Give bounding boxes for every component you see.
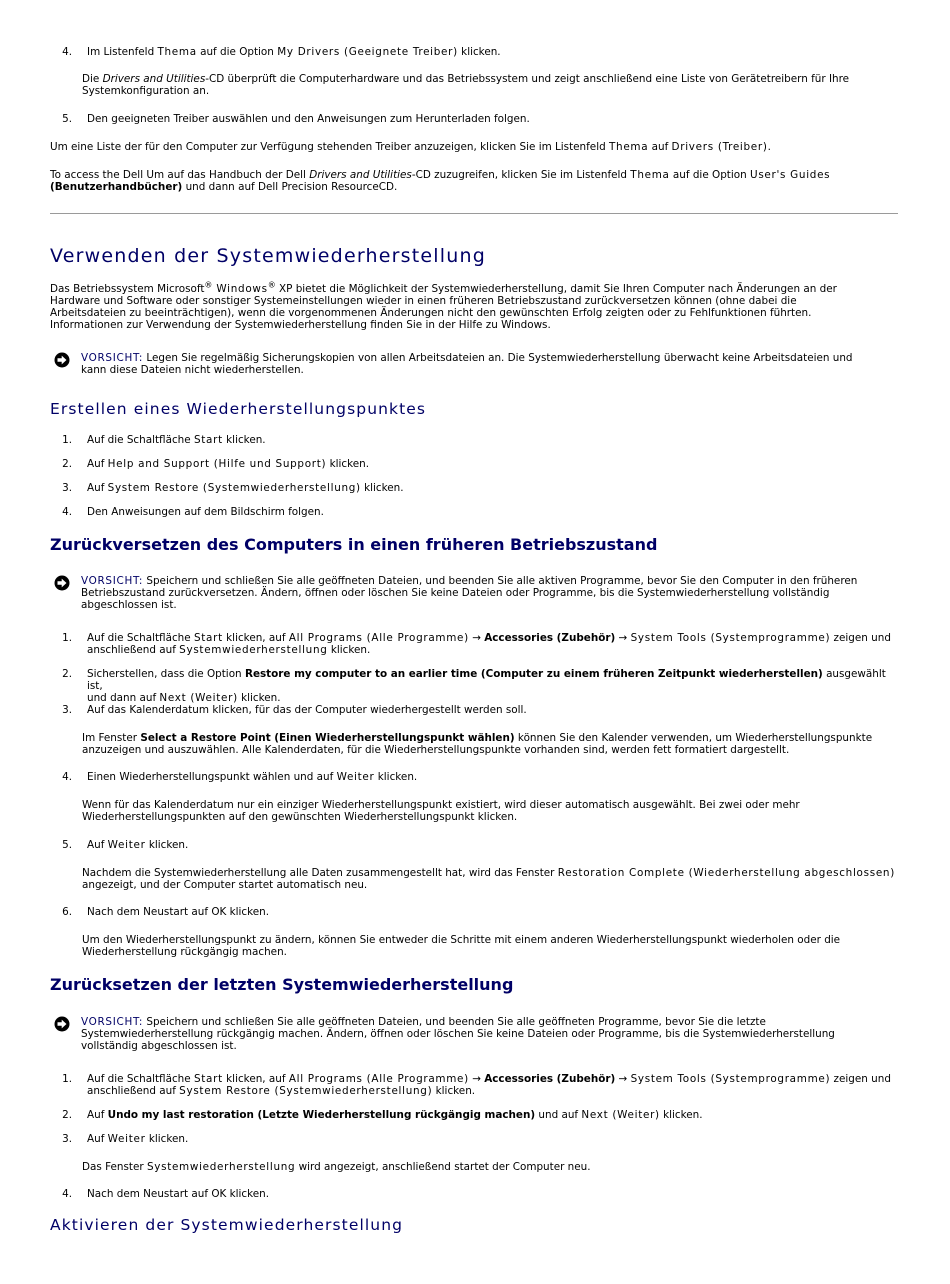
text-run: Arbeitsdateien zu beeinträchtigen), wenn die vorgenommenen Änderungen nicht den gewünschten Erfolg zeigten oder zu Fehlfunktionen führten. xyxy=(50,307,812,319)
text-run: auf xyxy=(648,141,672,153)
step-note xyxy=(82,73,892,97)
subsection-heading: Aktivieren der Systemwiederherstellung xyxy=(50,1216,404,1234)
paragraph xyxy=(50,141,898,153)
section-heading: Verwenden der Systemwiederherstellung xyxy=(50,245,486,267)
text-run: Start xyxy=(193,434,223,446)
text-run: System Restore (Systemwiederherstellung) xyxy=(179,1085,433,1097)
text-run: 4. xyxy=(62,771,72,783)
text-run: zeigen und xyxy=(830,1073,891,1085)
paragraph xyxy=(50,169,898,193)
text-run: klicken, auf xyxy=(222,632,289,644)
caution-arrow-icon xyxy=(54,1016,70,1032)
text-run: und dann auf xyxy=(87,692,160,704)
text-run: System Tools (Systemprogramme) xyxy=(630,1073,831,1085)
text-run: Nach dem Neustart auf xyxy=(87,1188,212,1200)
text-run: und dann auf Dell Precision ResourceCD. xyxy=(182,181,398,193)
text-run: Restore my computer to an earlier time (Computer zu einem früheren Zeitpunkt wiederherstellen) xyxy=(244,668,823,680)
text-run: Weiter xyxy=(336,771,375,783)
text-run: 6. xyxy=(62,906,72,918)
text-run: 5. xyxy=(62,839,72,851)
text-run: anschließend auf xyxy=(87,644,180,656)
text-run: klicken, auf xyxy=(222,1073,289,1085)
text-run: XP bietet die Möglichkeit der Systemwiederherstellung, damit Sie Ihren Computer nach Änderungen an der xyxy=(275,283,837,295)
text-run: (Benutzerhandbücher) xyxy=(50,181,183,193)
text-run: Accessories (Zubehör) xyxy=(484,1073,616,1085)
text-run: Next (Weiter) xyxy=(159,692,238,704)
text-run: Help and Support (Hilfe und Support) xyxy=(107,458,327,470)
text-run: Systemwiederherstellung rückgängig machen. Ändern, öffnen oder löschen Sie keine Dateien oder Programme, bis die Systemwiederherstellung xyxy=(81,1028,835,1040)
text-run: Die xyxy=(82,73,103,85)
text-run: Restoration Complete (Wiederherstellung abgeschlossen) xyxy=(557,867,895,879)
text-run: Drivers and Utilities xyxy=(102,73,206,85)
text-run: zeigen und xyxy=(830,632,891,644)
text-run: und auf xyxy=(535,1109,582,1121)
text-run: Auf das Kalenderdatum klicken, für das der Computer wiederhergestellt werden soll. xyxy=(87,704,527,716)
caution-arrow-icon xyxy=(54,575,70,591)
text-run: klicken. xyxy=(237,692,281,704)
text-run: ® xyxy=(267,280,276,290)
horizontal-divider xyxy=(50,213,898,214)
text-run: 3. xyxy=(62,1133,72,1145)
text-run: ausgewählt ist, xyxy=(87,668,886,692)
text-run: User's Guides xyxy=(750,169,831,181)
text-run: My Drivers (Geeignete Treiber) xyxy=(277,46,458,58)
text-run: Next (Weiter) xyxy=(581,1109,660,1121)
text-run: ® xyxy=(204,280,213,290)
text-run: klicken. xyxy=(360,482,404,494)
text-run: 4. xyxy=(62,506,72,518)
text-run: Nachdem die Systemwiederherstellung alle Daten zusammengestellt hat, wird das Fenster xyxy=(82,867,558,879)
text-run: klicken. xyxy=(659,1109,703,1121)
text-run: OK xyxy=(211,1188,227,1200)
text-run: → xyxy=(468,632,485,644)
text-run: Betriebszustand zurückversetzen. Ändern, öffnen oder löschen Sie keine Dateien oder Programme, bis die Systemwiederherstellung vollständig xyxy=(81,587,830,599)
text-run: 4. xyxy=(62,46,72,58)
text-run: auf die Option xyxy=(669,169,751,181)
text-run: Auf die Schaltfläche xyxy=(87,1073,194,1085)
text-run: Auf xyxy=(87,839,108,851)
text-run: Hardware und Software oder sonstiger Systemeinstellungen wieder in einen früheren Betriebszustand zurückversetzen können (ohne dabei die xyxy=(50,295,797,307)
text-run: → xyxy=(468,1073,485,1085)
text-run: klicken. xyxy=(457,46,501,58)
text-run: klicken. xyxy=(226,906,270,918)
text-run: vollständig abgeschlossen ist. xyxy=(81,1040,237,1052)
text-run: klicken. xyxy=(432,1085,476,1097)
text-run: klicken. xyxy=(326,458,370,470)
text-run: -CD zuzugreifen, klicken Sie im Listenfeld xyxy=(411,169,631,181)
text-run: All Programs (Alle Programme) xyxy=(288,632,469,644)
text-run: 5. xyxy=(62,113,72,125)
text-run: auf die Option xyxy=(196,46,278,58)
text-run: System Restore (Systemwiederherstellung) xyxy=(107,482,361,494)
step-note xyxy=(82,732,892,756)
text-run: können Sie den Kalender verwenden, um Wiederherstellungspunkte xyxy=(514,732,873,744)
text-run: 3. xyxy=(62,704,72,716)
text-run: Weiter xyxy=(107,1133,146,1145)
text-run: Undo my last restoration (Letzte Wiederherstellung rückgängig machen) xyxy=(107,1109,536,1121)
text-run: 3. xyxy=(62,482,72,494)
text-run: Im Listenfeld xyxy=(87,46,158,58)
text-run: Auf xyxy=(87,458,108,470)
text-run: Das Fenster xyxy=(82,1161,147,1173)
text-run: Windows xyxy=(212,283,268,295)
step-note xyxy=(82,1161,892,1173)
text-run: Um eine Liste der für den Computer zur Verfügung stehenden Treiber anzuzeigen, klicken Sie im Listenfeld xyxy=(50,141,609,153)
text-run: Auf xyxy=(87,1133,108,1145)
text-run: Auf die Schaltfläche xyxy=(87,632,194,644)
text-run: OK xyxy=(211,906,227,918)
text-run: -CD überprüft die Computerhardware und das Betriebssystem und zeigt anschließend eine Liste von Gerätetreibern für Ihre xyxy=(205,73,850,85)
section-heading: Zurückversetzen des Computers in einen früheren Betriebszustand xyxy=(50,535,658,554)
text-run: 1. xyxy=(62,434,72,446)
text-run: Nach dem Neustart auf xyxy=(87,906,212,918)
text-run: → xyxy=(615,1073,631,1085)
text-run: Den geeigneten Treiber auswählen und den Anweisungen zum Herunterladen folgen. xyxy=(87,113,530,125)
text-run: VORSICHT: xyxy=(81,352,144,364)
step-note xyxy=(82,799,892,823)
text-run: Informationen zur Verwendung der Systemwiederherstellung finden Sie in der Hilfe zu Windows. xyxy=(50,319,551,331)
text-run: klicken. xyxy=(226,1188,270,1200)
text-run: 2. xyxy=(62,458,72,470)
text-run: 4. xyxy=(62,1188,72,1200)
text-run: wird angezeigt, anschließend startet der Computer neu. xyxy=(295,1161,591,1173)
text-run: To access the Dell Um auf das Handbuch der Dell xyxy=(50,169,310,181)
step-note xyxy=(82,934,892,958)
caution-arrow-icon xyxy=(54,352,70,368)
text-run: Den Anweisungen auf dem Bildschirm folgen. xyxy=(87,506,324,518)
text-run: Thema xyxy=(608,141,649,153)
text-run: Auf die Schaltfläche xyxy=(87,434,194,446)
text-run: System Tools (Systemprogramme) xyxy=(630,632,831,644)
text-run: Systemwiederherstellung xyxy=(179,644,328,656)
step-note xyxy=(82,867,897,891)
text-run: anschließend auf xyxy=(87,1085,180,1097)
text-run: Auf xyxy=(87,482,108,494)
text-run: anzuzeigen und auszuwählen. Alle Kalenderdaten, für die Wiederherstellungspunkte vorhanden sind, werden fett formatiert dargestellt. xyxy=(82,744,790,756)
text-run: VORSICHT: xyxy=(81,1016,144,1028)
text-run: Start xyxy=(193,1073,223,1085)
text-run: Speichern und schließen Sie alle geöffneten Dateien, und beenden Sie alle aktiven Programme, bevor Sie den Computer in den früheren xyxy=(143,575,858,587)
text-run: Accessories (Zubehör) xyxy=(484,632,616,644)
text-run: Speichern und schließen Sie alle geöffneten Dateien, und beenden Sie alle geöffneten Programme, bevor Sie die letzte xyxy=(143,1016,766,1028)
text-run: Das Betriebssystem Microsoft xyxy=(50,283,205,295)
text-run: Wiederherstellungspunkten auf den gewünschten Wiederherstellungspunkt klicken. xyxy=(82,811,518,823)
text-run: . xyxy=(767,141,771,153)
text-run: → xyxy=(615,632,631,644)
text-run: VORSICHT: xyxy=(81,575,144,587)
text-run: Systemkonfiguration an. xyxy=(82,85,210,97)
text-run: Einen Wiederherstellungspunkt wählen und auf xyxy=(87,771,337,783)
text-run: klicken. xyxy=(145,1133,189,1145)
text-run: 1. xyxy=(62,632,72,644)
text-run: Drivers (Treiber) xyxy=(671,141,768,153)
text-run: abgeschlossen ist. xyxy=(81,599,177,611)
text-run: kann diese Dateien nicht wiederherstellen. xyxy=(81,364,304,376)
text-run: Im Fenster xyxy=(82,732,141,744)
text-run: Select a Restore Point (Einen Wiederherstellungspunkt wählen) xyxy=(140,732,515,744)
text-run: Weiter xyxy=(107,839,146,851)
text-run: Thema xyxy=(630,169,670,181)
text-run: All Programs (Alle Programme) xyxy=(288,1073,469,1085)
text-run: Start xyxy=(193,632,223,644)
text-run: Auf xyxy=(87,1109,108,1121)
text-run: 2. xyxy=(62,668,72,680)
text-run: Wenn für das Kalenderdatum nur ein einziger Wiederherstellungspunkt existiert, wird dieser automatisch ausgewählt. Bei zwei oder mehr xyxy=(82,799,800,811)
subsection-heading: Erstellen eines Wiederherstellungspunktes xyxy=(50,400,427,418)
text-run: Um den Wiederherstellungspunkt zu ändern, können Sie entweder die Schritte mit einem anderen Wiederherstellungspunkt wiederholen oder die xyxy=(82,934,841,946)
text-run: Sicherstellen, dass die Option xyxy=(87,668,245,680)
text-run: klicken. xyxy=(145,839,189,851)
text-run: klicken. xyxy=(327,644,371,656)
text-run: Legen Sie regelmäßig Sicherungskopien von allen Arbeitsdateien an. Die Systemwiederherstellung überwacht keine Arbeitsdateien und xyxy=(143,352,853,364)
paragraph xyxy=(50,280,898,331)
text-run: Thema xyxy=(157,46,197,58)
section-heading: Zurücksetzen der letzten Systemwiederherstellung xyxy=(50,975,514,994)
text-run: 1. xyxy=(62,1073,72,1085)
text-run: Systemwiederherstellung xyxy=(146,1161,296,1173)
text-run: klicken. xyxy=(222,434,266,446)
text-run: angezeigt, und der Computer startet automatisch neu. xyxy=(82,879,368,891)
text-run: Wiederherstellung rückgängig machen. xyxy=(82,946,287,958)
text-run: 2. xyxy=(62,1109,72,1121)
text-run: Drivers and Utilities xyxy=(309,169,412,181)
text-run: klicken. xyxy=(374,771,418,783)
